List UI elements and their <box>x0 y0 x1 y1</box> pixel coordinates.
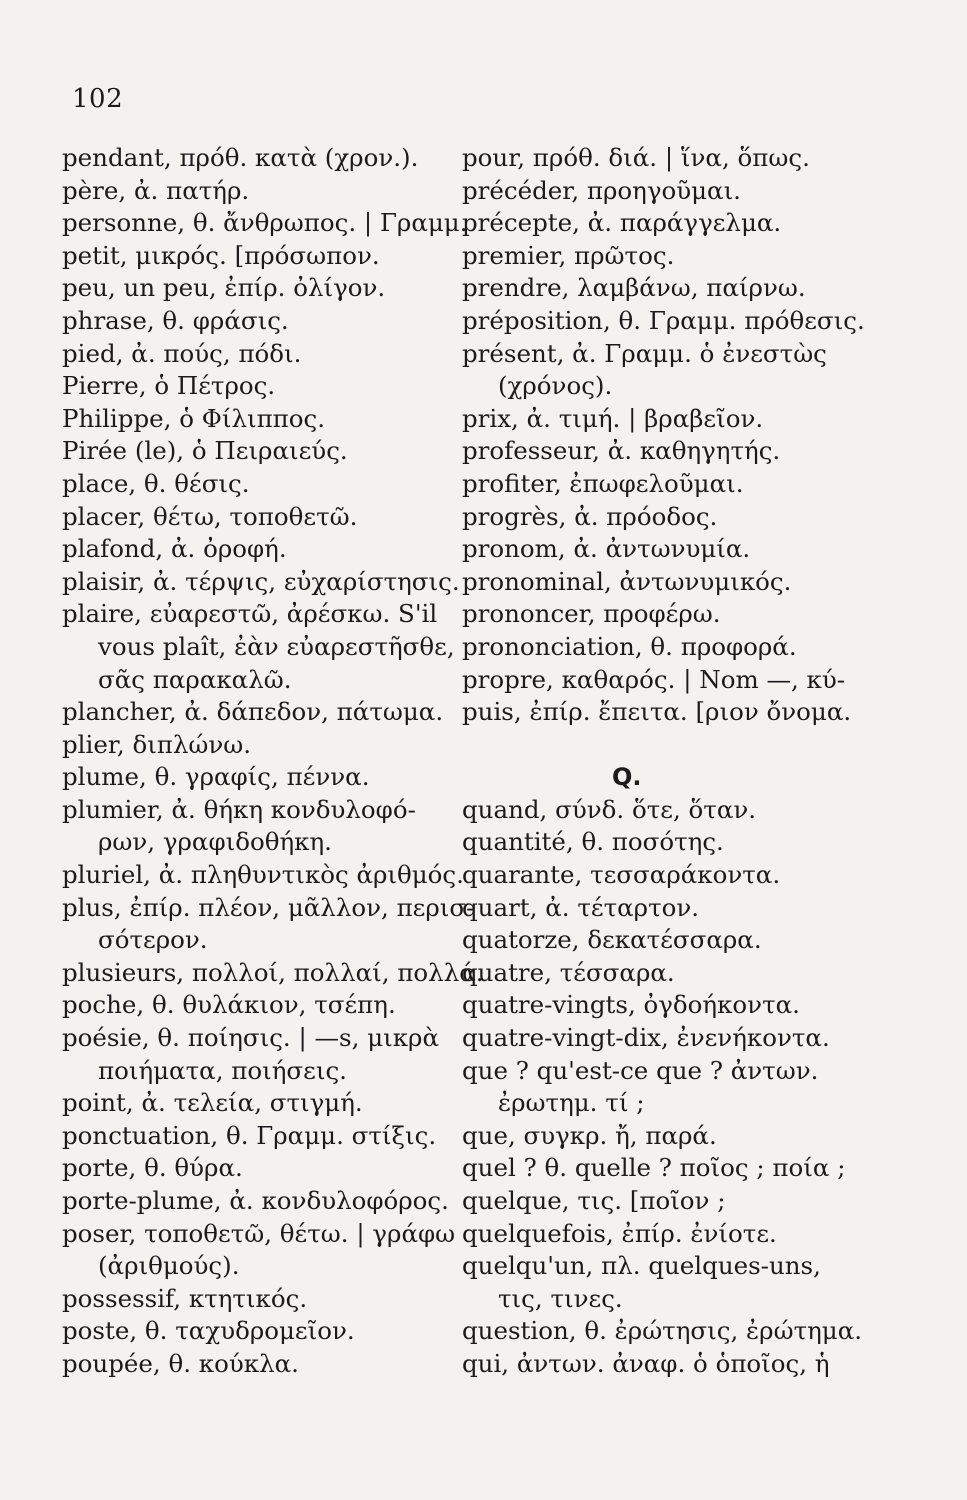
entry-line: père, ἀ. πατήρ. <box>62 175 250 205</box>
entry-line: que, συγκρ. ἤ, παρά. <box>462 1120 717 1150</box>
entry-line: plaisir, ἀ. τέρψις, εὐχαρίστησις. <box>62 566 460 596</box>
entry-line: vous plaît, ἐὰν εὐαρεστῆσθε, <box>98 631 455 661</box>
entry-line: poser, τοποθετῶ, θέτω. | γράφω <box>62 1218 456 1248</box>
entry-line: quarante, τεσσαράκοντα. <box>462 860 781 890</box>
entry-line: possessif, κτητικός. <box>62 1283 308 1313</box>
entry-line: σᾶς παρακαλῶ. <box>98 664 292 694</box>
entry-line: plusieurs, πολλοί, πολλαί, πολλά. <box>62 957 484 987</box>
entry-line: quatre-vingt-dix, ἐνενήκοντα. <box>462 1023 830 1053</box>
entry-line: σότερον. <box>98 925 208 955</box>
entry-line: propre, καθαρός. | Nom —, κύ- <box>462 664 846 694</box>
entry-line: quatre-vingts, ὀγδοήκοντα. <box>462 990 800 1020</box>
entry-line: plume, θ. γραφίς, πέννα. <box>62 762 370 792</box>
entry-line: quel ? θ. quelle ? ποῖος ; ποία ; <box>462 1153 846 1183</box>
entry-line: puis, ἐπίρ. ἔπειτα. [ριον ὄνομα. <box>462 697 852 727</box>
entry-line: place, θ. θέσις. <box>62 468 250 498</box>
entry-line: τις, τινες. <box>498 1283 623 1313</box>
entry-line: phrase, θ. φράσις. <box>62 305 289 335</box>
entry-line: Pirée (le), ὁ Πειραιεύς. <box>62 436 348 466</box>
entry-line: poésie, θ. ποίησις. | —s, μικρὰ <box>62 1023 439 1053</box>
entry-line <box>462 729 902 762</box>
entry-line: quatorze, δεκατέσσαρα. <box>462 925 762 955</box>
entry-line: quelquefois, ἐπίρ. ἐνίοτε. <box>462 1218 777 1248</box>
entry-line: poupée, θ. κούκλα. <box>62 1348 299 1378</box>
entry-line: quelqu'un, πλ. quelques-uns, <box>462 1251 821 1281</box>
entry-line: préposition, θ. Γραμμ. πρόθεσις. <box>462 305 865 335</box>
entry-line: ποιήματα, ποιήσεις. <box>98 1055 347 1085</box>
entry-line: plier, διπλώνω. <box>62 729 252 759</box>
entry-line: (χρόνος). <box>498 371 613 401</box>
entry-line: poche, θ. θυλάκιον, τσέπη. <box>62 990 396 1020</box>
entry-line: pendant, πρόθ. κατὰ (χρον.). <box>62 143 419 172</box>
right-column <box>462 142 902 1381</box>
entry-line: quelque, τις. [ποῖον ; <box>462 1186 726 1215</box>
entry-line: quart, ἀ. τέταρτον. <box>462 892 700 922</box>
entry-line: Pierre, ὁ Πέτρος. <box>62 371 276 401</box>
entry-line: point, ἀ. τελεία, στιγμή. <box>62 1088 363 1118</box>
section-heading: Q. <box>612 763 642 792</box>
entry-line: prix, ἀ. τιμή. | βραβεῖον. <box>462 403 764 433</box>
entry-line: pied, ἀ. πούς, πόδι. <box>62 338 302 368</box>
left-column <box>62 142 484 1381</box>
entry-line: qui, ἀντων. ἀναφ. ὁ ὁποῖος, ἡ <box>462 1348 830 1378</box>
entry-line: progrès, ἀ. πρόοδος. <box>462 501 718 531</box>
entry-line: plaire, εὐαρεστῶ, ἀρέσκω. S'il <box>62 599 438 629</box>
entry-line: professeur, ἀ. καθηγητής. <box>462 436 781 466</box>
entry-line: Philippe, ὁ Φίλιππος. <box>62 403 326 433</box>
entry-line: précepte, ἀ. παράγγελμα. <box>462 208 782 238</box>
entry-line: pronominal, ἀντωνυμικός. <box>462 566 792 596</box>
entry-line: ἐρωτημ. τί ; <box>498 1088 645 1118</box>
entry-line: porte, θ. θύρα. <box>62 1153 243 1183</box>
entry-line: porte-plume, ἀ. κονδυλοφόρος. <box>62 1186 449 1215</box>
entry-line: plus, ἐπίρ. πλέον, μᾶλλον, περισ- <box>62 892 475 922</box>
entry-line: quand, σύνδ. ὅτε, ὅταν. <box>462 794 757 824</box>
entry-line: peu, un peu, ἐπίρ. ὀλίγον. <box>62 273 386 303</box>
entry-line: prononcer, προφέρω. <box>462 599 721 629</box>
entry-line: pronom, ἀ. ἀντωνυμία. <box>462 534 751 564</box>
entry-line: prononciation, θ. προφορά. <box>462 631 797 661</box>
entry-line: quatre, τέσσαρα. <box>462 957 675 987</box>
entry-line: petit, μικρός. [πρόσωπον. <box>62 240 380 270</box>
entry-line: ponctuation, θ. Γραμμ. στίξις. <box>62 1120 437 1150</box>
entry-line: premier, πρῶτος. <box>462 240 675 270</box>
entry-line: plafond, ἀ. ὀροφή. <box>62 534 287 564</box>
entry-line: précéder, προηγοῦμαι. <box>462 175 741 205</box>
entry-line: présent, ἀ. Γραμμ. ὁ ἐνεστὼς <box>462 338 827 368</box>
entry-line: placer, θέτω, τοποθετῶ. <box>62 501 358 531</box>
entry-line: ρων, γραφιδοθήκη. <box>98 827 332 857</box>
entry-line: pour, πρόθ. διά. | ἵνα, ὅπως. <box>462 143 810 172</box>
entry-line: plancher, ἀ. δάπεδον, πάτωμα. <box>62 697 444 727</box>
entry-line: quantité, θ. ποσότης. <box>462 827 724 857</box>
entry-line: prendre, λαμβάνω, παίρνω. <box>462 273 806 303</box>
entry-line: que ? qu'est-ce que ? ἀντων. <box>462 1055 819 1085</box>
entry-line: profiter, ἐπωφελοῦμαι. <box>462 468 744 498</box>
entry-line: question, θ. ἐρώτησις, ἐρώτημα. <box>462 1316 863 1346</box>
entry-line: pluriel, ἀ. πληθυντικὸς ἀριθμός. <box>62 860 464 890</box>
entry-line: personne, θ. ἄνθρωπος. | Γραμμ. <box>62 208 468 238</box>
page-number: 102 <box>72 84 124 114</box>
entry-line: (ἀριθμούς). <box>98 1251 240 1281</box>
entry-line: poste, θ. ταχυδρομεῖον. <box>62 1316 355 1346</box>
entry-line: plumier, ἀ. θήκη κονδυλοφό- <box>62 794 416 824</box>
